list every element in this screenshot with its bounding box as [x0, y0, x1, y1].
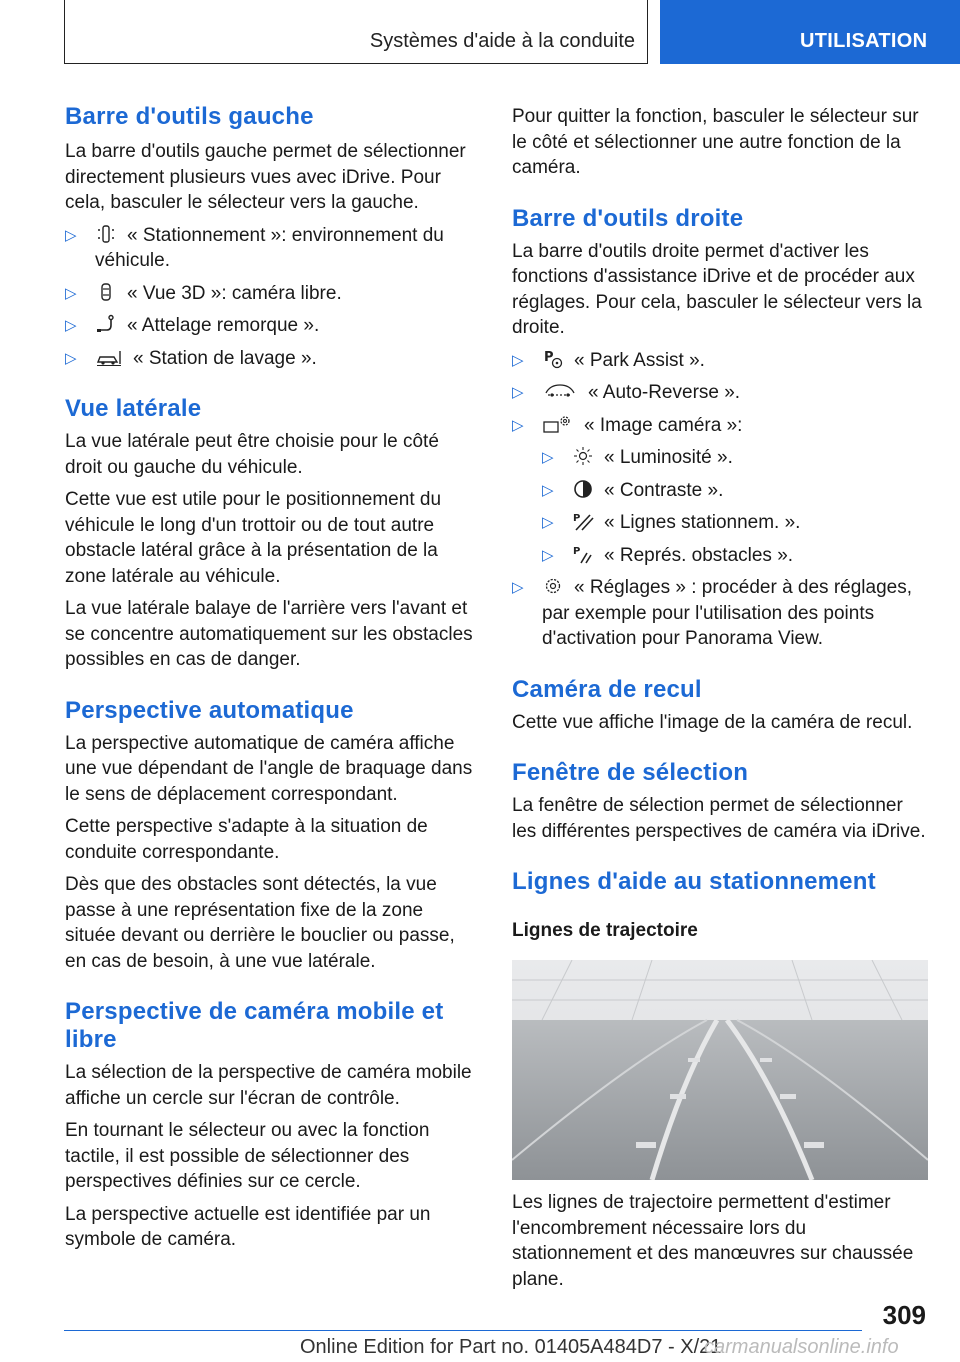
list-item: ▷ « Luminosité ». — [542, 445, 928, 471]
right-toolbar-list-end — [512, 575, 928, 652]
heading-automatic-perspective: Perspective automatique — [65, 696, 354, 724]
list-item: ▷ « Réglages » : procéder à des réglages, par exemple pour l'utilisation des points d'activation pour Panorama View. — [512, 577, 912, 649]
list-item: ▷ P « Lignes stationnem. ». — [542, 510, 928, 536]
svg-text:P: P — [573, 545, 581, 557]
left-column — [65, 100, 477, 1253]
header-section-box — [64, 0, 648, 64]
heading-parking-aid-lines: Lignes d'aide au stationnement — [512, 868, 876, 895]
bullet-arrow-icon: ▷ — [65, 317, 77, 334]
paragraph: La sélection de la perspective de caméra mobile affiche un cercle sur l'écran de contrôle. — [65, 1062, 472, 1109]
paragraph: Cette vue affiche l'image de la caméra de recul. — [512, 711, 913, 733]
bullet-arrow-icon: ▷ — [512, 416, 524, 434]
right-column — [512, 100, 928, 1292]
car-wash-icon — [95, 347, 123, 367]
bullet-arrow-icon: ▷ — [542, 449, 554, 466]
page-number: 309 — [882, 1300, 926, 1330]
park-assist-icon — [542, 349, 564, 369]
auto-reverse-icon — [542, 381, 578, 401]
header-tab — [660, 0, 960, 64]
footer-divider — [64, 1330, 862, 1331]
list-item: ▷ « Auto-Reverse ». — [512, 380, 928, 406]
obstacle-display-icon — [572, 544, 594, 564]
parking-car-icon — [95, 224, 117, 244]
paragraph: La vue latérale peut être choisie pour le côté droit ou gauche du véhicule. — [65, 431, 439, 478]
contrast-icon — [572, 479, 594, 499]
heading-selection-window: Fenêtre de sélection — [512, 759, 749, 786]
bullet-arrow-icon: ▷ — [512, 579, 524, 596]
list-item: ▷ « Image caméra »: — [512, 413, 928, 439]
parking-lines-icon — [572, 511, 594, 531]
bullet-arrow-icon: ▷ — [65, 226, 77, 244]
paragraph: Cette vue est utile pour le positionnement du véhicule le long d'un trottoir ou de tout autre obstacle latéral grâce à la présentation de la zone latérale au véhicule. — [65, 489, 442, 587]
bullet-arrow-icon: ▷ — [542, 514, 554, 531]
trailer-hitch-icon — [95, 314, 117, 334]
brightness-icon — [572, 446, 594, 466]
trajectory-lines-photo — [512, 960, 928, 1180]
watermark: carmanualsonline.info — [704, 1336, 899, 1358]
heading-rear-camera: Caméra de recul — [512, 675, 702, 703]
heading-left-toolbar: Barre d'outils gauche — [65, 103, 314, 130]
list-item: ▷ P « Représ. obstacles ». — [542, 543, 928, 569]
paragraph: Pour quitter la fonction, basculer le sélecteur sur le côté et sélectionner une autre fonction de la caméra. — [512, 106, 919, 178]
list-item: ▷ « Station de lavage ». — [65, 346, 477, 372]
list-item: ▷ « Vue 3D »: caméra libre. — [65, 281, 477, 307]
header-section-title: Systèmes d'aide à la conduite — [369, 30, 635, 52]
heading-right-toolbar: Barre d'outils droite — [512, 204, 744, 232]
list-item: ▷ « Attelage remorque ». — [65, 313, 477, 339]
camera-settings-icon — [542, 414, 574, 434]
paragraph: Les lignes de trajectoire permettent d'estimer l'encombrement nécessaire lors du stationnement et des manœuvres sur chaussée plane. — [512, 1192, 914, 1290]
left-toolbar-list — [65, 223, 477, 372]
heading-side-view: Vue latérale — [65, 395, 202, 422]
paragraph: La fenêtre de sélection permet de sélectionner les différentes perspectives de caméra via iDrive. — [512, 795, 926, 842]
list-item: ▷ P « Park Assist ». — [512, 348, 928, 374]
bullet-arrow-icon: ▷ — [512, 384, 524, 401]
bullet-arrow-icon: ▷ — [542, 481, 554, 499]
3d-view-car-icon — [95, 282, 117, 302]
bullet-arrow-icon: ▷ — [512, 351, 524, 369]
edition-note: Online Edition for Part no. 01405A484D7 - X/21 — [300, 1336, 722, 1358]
bullet-arrow-icon: ▷ — [542, 546, 554, 564]
list-item: ▷ « Contraste ». — [542, 478, 928, 504]
right-toolbar-list — [512, 348, 928, 439]
settings-gear-icon — [542, 576, 564, 596]
svg-text:P: P — [573, 513, 581, 524]
paragraph: La perspective automatique de caméra affiche une vue dépendant de l'angle de braquage dans le sens de déplacement correspondant. — [65, 732, 473, 805]
paragraph: La barre d'outils gauche permet de sélectionner directement plusieurs vues avec iDrive. Pour cela, basculer le sélecteur vers la gauche. — [65, 141, 466, 213]
subheading-trajectory-lines: Lignes de trajectoire — [512, 920, 698, 941]
bullet-arrow-icon: ▷ — [65, 284, 77, 302]
heading-mobile-camera-perspective: Perspective de caméra mobile et libre — [65, 998, 444, 1053]
list-item: ▷ « Stationnement »: environnement du véhicule. — [65, 224, 444, 271]
svg-text:P: P — [544, 349, 554, 365]
paragraph: Dès que des obstacles sont détectés, la vue passe à une représentation fixe de la zone située devant ou derrière le bouclier ou passe, en cas de besoin, à une vue latérale. — [65, 874, 455, 972]
header-tab-label: UTILISATION — [800, 30, 928, 52]
paragraph: La perspective actuelle est identifiée par un symbole de caméra. — [65, 1203, 431, 1250]
paragraph: La vue latérale balaye de l'arrière vers l'avant et se concentre automatiquement sur les obstacles possibles en cas de danger. — [65, 598, 473, 670]
paragraph: La barre d'outils droite permet d'activer les fonctions d'assistance iDrive et de procéder aux réglages. Pour cela, basculer le sélecteur vers la droite. — [512, 240, 922, 338]
paragraph: Cette perspective s'adapte à la situation de conduite correspondante. — [65, 816, 428, 863]
paragraph: En tournant le sélecteur ou avec la fonction tactile, il est possible de sélectionner des perspectives définies sur ce cercle. — [65, 1120, 430, 1192]
bullet-arrow-icon: ▷ — [65, 349, 77, 367]
camera-image-sublist — [542, 445, 928, 568]
